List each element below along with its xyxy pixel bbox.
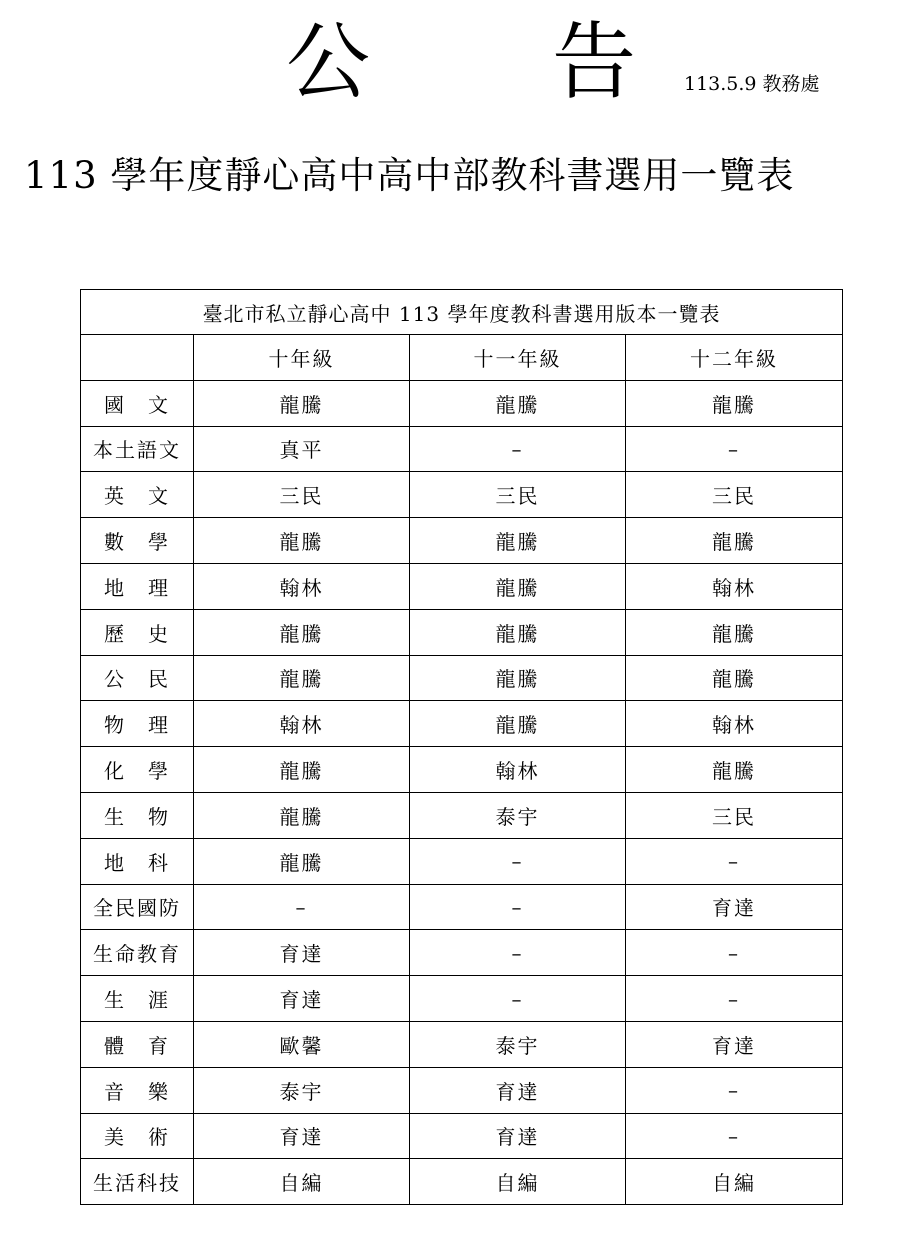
table-header-row	[81, 335, 843, 381]
publisher-cell: 育達	[194, 976, 410, 1022]
publisher-cell: 三民	[626, 472, 843, 518]
publisher-cell: –	[410, 426, 626, 472]
subject-cell: 物 理	[81, 701, 194, 747]
table-row	[81, 792, 843, 838]
publisher-cell: 翰林	[626, 701, 843, 747]
subject-cell: 地 理	[81, 563, 194, 609]
table-caption: 臺北市私立靜心高中 113 學年度教科書選用版本一覽表	[81, 290, 843, 335]
publisher-cell: 龍騰	[194, 609, 410, 655]
publisher-cell: –	[626, 976, 843, 1022]
publisher-cell: 龍騰	[194, 747, 410, 793]
publisher-cell: 泰宇	[410, 1021, 626, 1067]
publisher-cell: –	[194, 884, 410, 930]
notice-date-office: 113.5.9 教務處	[684, 73, 820, 95]
publisher-cell: 翰林	[410, 747, 626, 793]
publisher-cell: 歐馨	[194, 1021, 410, 1067]
publisher-cell: 翰林	[194, 563, 410, 609]
table-row	[81, 655, 843, 701]
publisher-cell: –	[626, 838, 843, 884]
publisher-cell: 龍騰	[194, 838, 410, 884]
publisher-cell: 龍騰	[626, 380, 843, 426]
table-row	[81, 976, 843, 1022]
subject-cell: 國 文	[81, 380, 194, 426]
publisher-cell: 育達	[410, 1067, 626, 1113]
subject-cell: 全民國防	[81, 884, 194, 930]
publisher-cell: 龍騰	[626, 518, 843, 564]
table-row	[81, 1113, 843, 1159]
subject-cell: 體 育	[81, 1021, 194, 1067]
publisher-cell: 自編	[626, 1159, 843, 1205]
table-row	[81, 838, 843, 884]
publisher-cell: –	[626, 930, 843, 976]
subject-cell: 本土語文	[81, 426, 194, 472]
table-row	[81, 747, 843, 793]
publisher-cell: –	[410, 838, 626, 884]
table-row	[81, 426, 843, 472]
subject-cell: 地 科	[81, 838, 194, 884]
publisher-cell: 自編	[194, 1159, 410, 1205]
subject-cell: 歷 史	[81, 609, 194, 655]
publisher-cell: 翰林	[626, 563, 843, 609]
publisher-cell: 三民	[410, 472, 626, 518]
table-corner-cell	[81, 335, 194, 381]
publisher-cell: 三民	[194, 472, 410, 518]
publisher-cell: 龍騰	[410, 518, 626, 564]
publisher-cell: –	[626, 1113, 843, 1159]
subject-cell: 美 術	[81, 1113, 194, 1159]
textbook-table	[80, 289, 843, 1205]
grade-10-header: 十年級	[194, 335, 410, 381]
publisher-cell: 育達	[626, 1021, 843, 1067]
publisher-cell: 泰宇	[410, 792, 626, 838]
document-title: 113 學年度靜心高中高中部教科書選用一覽表	[24, 154, 795, 197]
subject-cell: 生命教育	[81, 930, 194, 976]
publisher-cell: –	[410, 976, 626, 1022]
publisher-cell: –	[410, 884, 626, 930]
subject-cell: 生 物	[81, 792, 194, 838]
table-row	[81, 1159, 843, 1205]
grade-12-header: 十二年級	[626, 335, 843, 381]
publisher-cell: 育達	[194, 930, 410, 976]
publisher-cell: 龍騰	[410, 655, 626, 701]
subject-cell: 化 學	[81, 747, 194, 793]
publisher-cell: 泰宇	[194, 1067, 410, 1113]
publisher-cell: 龍騰	[626, 655, 843, 701]
publisher-cell: 龍騰	[626, 747, 843, 793]
notice-heading-right-char: 告	[551, 13, 636, 111]
publisher-cell: 龍騰	[194, 518, 410, 564]
publisher-cell: 龍騰	[410, 701, 626, 747]
table-row	[81, 518, 843, 564]
notice-heading-left-char: 公	[286, 13, 371, 111]
table-row	[81, 472, 843, 518]
table-row	[81, 1067, 843, 1113]
publisher-cell: 自編	[410, 1159, 626, 1205]
table-caption-row	[81, 290, 843, 335]
table-row	[81, 701, 843, 747]
subject-cell: 生 涯	[81, 976, 194, 1022]
publisher-cell: –	[626, 426, 843, 472]
publisher-cell: 龍騰	[626, 609, 843, 655]
table-body	[81, 380, 843, 1204]
publisher-cell: 三民	[626, 792, 843, 838]
publisher-cell: 育達	[626, 884, 843, 930]
publisher-cell: 育達	[410, 1113, 626, 1159]
publisher-cell: 龍騰	[410, 563, 626, 609]
subject-cell: 英 文	[81, 472, 194, 518]
publisher-cell: 龍騰	[410, 380, 626, 426]
publisher-cell: 龍騰	[410, 609, 626, 655]
publisher-cell: 真平	[194, 426, 410, 472]
publisher-cell: 育達	[194, 1113, 410, 1159]
notice-heading	[286, 8, 636, 116]
table-row	[81, 380, 843, 426]
publisher-cell: 龍騰	[194, 655, 410, 701]
table-row	[81, 563, 843, 609]
publisher-cell: –	[626, 1067, 843, 1113]
publisher-cell: 龍騰	[194, 380, 410, 426]
grade-11-header: 十一年級	[410, 335, 626, 381]
table-row	[81, 609, 843, 655]
publisher-cell: 龍騰	[194, 792, 410, 838]
table-row	[81, 884, 843, 930]
subject-cell: 生活科技	[81, 1159, 194, 1205]
table-row	[81, 930, 843, 976]
subject-cell: 音 樂	[81, 1067, 194, 1113]
table-row	[81, 1021, 843, 1067]
publisher-cell: –	[410, 930, 626, 976]
publisher-cell: 翰林	[194, 701, 410, 747]
subject-cell: 公 民	[81, 655, 194, 701]
subject-cell: 數 學	[81, 518, 194, 564]
